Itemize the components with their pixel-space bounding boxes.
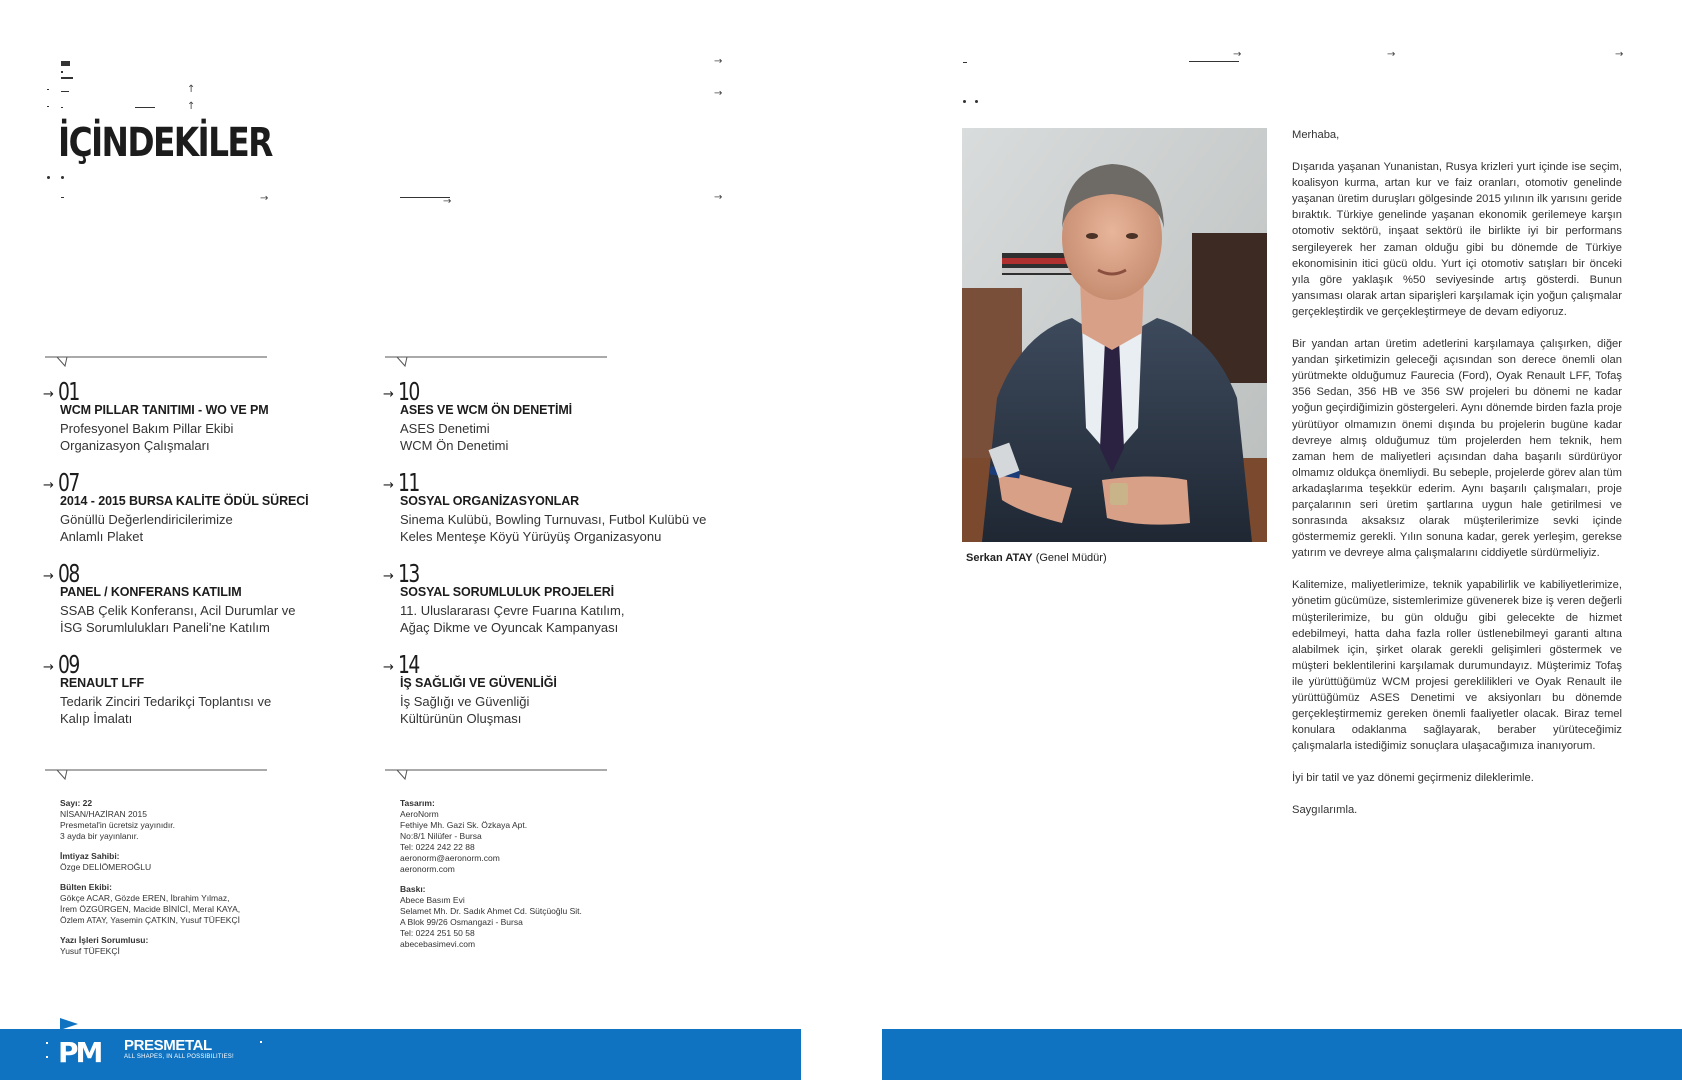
toc-heading: ASES VE WCM ÖN DENETİMİ — [400, 403, 573, 417]
toc-page-number: 10 — [398, 377, 419, 406]
toc-description-line: Tedarik Zinciri Tedarikçi Toplantısı ve — [60, 694, 272, 709]
section-divider — [385, 353, 610, 373]
letter-paragraph: Dışarıda yaşanan Yunanistan, Rusya krizleri yurt içinde ise seçim, koalisyon kurma, artan kur ve faiz oranları, otomotiv genelinde yaşanan üretim duruşları gölgesinde 2015 yılının ilk yarısını geride bıraktık. Türkiye genelinde yaşanan ekonomik gerilemeye karşın otomotiv sektörü, inşaat sektörü ile birlikte iyi bir performans sergileyerek her zaman olduğu gibi bu dönemde de Türkiye ekonomisinin itici gücü oldu. Yurt içi otomotiv satışları bir önceki yıla göre yaklaşık %50 seviyesinde artış gösterdi. Bunun yansıması olarak artan siparişleri karşılamak için yoğun çalışmalar gerçekleştirdik ve gerçekleştirmeye de devam ediyoruz. — [1292, 161, 1622, 318]
portrait-caption — [966, 552, 1107, 564]
arrow-icon: → — [714, 56, 723, 67]
credit-block — [400, 798, 660, 875]
presmetal-logo-icon: PM — [58, 1036, 101, 1069]
toc-description-line: Anlamlı Plaket — [60, 529, 144, 544]
arrow-icon: → — [714, 88, 723, 99]
toc-description-line: Keles Menteşe Köyü Yürüyüş Organizasyonu — [400, 529, 662, 544]
arrow-icon: → — [1233, 49, 1242, 60]
credit-block — [60, 798, 320, 842]
section-divider — [45, 353, 270, 373]
credit-line: Gökçe ACAR, Gözde EREN, İbrahim Yılmaz, — [60, 893, 230, 903]
toc-column-right — [383, 377, 718, 747]
decor-mark — [61, 197, 64, 198]
arrow-icon: → — [383, 387, 394, 402]
credit-line: Fethiye Mh. Gazi Sk. Özkaya Apt. — [400, 820, 528, 830]
toc-description-line: İş Sağlığı ve Güvenliği — [400, 694, 530, 709]
toc-heading: SOSYAL SORUMLULUK PROJELERİ — [400, 585, 614, 599]
arrow-icon: → — [383, 660, 394, 675]
toc-column-left — [43, 377, 378, 747]
credit-line: A Blok 99/26 Osmangazi - Bursa — [400, 917, 523, 927]
credit-line: aeronorm.com — [400, 864, 455, 874]
toc-page-number: 14 — [398, 650, 419, 679]
brand-name: PRESMETAL — [124, 1037, 212, 1054]
arrow-icon: → — [260, 193, 269, 204]
toc-heading: WCM PILLAR TANITIMI - WO VE PM — [60, 403, 269, 417]
masthead-credits-right — [400, 798, 660, 959]
decor-mark — [47, 176, 50, 179]
masthead-credits-left — [60, 798, 320, 966]
toc-description-line: Profesyonel Bakım Pillar Ekibi — [60, 421, 234, 436]
toc-item[interactable] — [43, 650, 378, 747]
toc-description-line: Organizasyon Çalışmaları — [60, 438, 210, 453]
decor-mark — [61, 176, 64, 179]
arrow-icon: → — [1615, 49, 1624, 60]
letter-greeting: Merhaba, — [1292, 129, 1340, 141]
credit-label: Yazı İşleri Sorumlusu: — [60, 935, 149, 945]
arrow-icon: → — [443, 196, 452, 207]
decor-mark — [975, 100, 978, 103]
toc-description — [60, 693, 380, 727]
toc-item[interactable] — [383, 377, 718, 474]
section-divider — [45, 766, 270, 786]
arrow-icon: → — [1387, 49, 1396, 60]
arrow-icon: → — [43, 660, 54, 675]
toc-page-number: 09 — [58, 650, 79, 679]
decor-mark — [963, 100, 966, 103]
credit-block — [60, 935, 320, 957]
credit-line: Tel: 0224 242 22 88 — [400, 842, 475, 852]
decor-mark — [61, 77, 73, 79]
arrow-icon: → — [43, 478, 54, 493]
toc-heading: İŞ SAĞLIĞI VE GÜVENLİĞİ — [400, 676, 557, 690]
toc-description — [400, 511, 720, 545]
decor-mark — [61, 91, 69, 92]
credit-line: Presmetal'in ücretsiz yayınıdır. — [60, 820, 175, 830]
credit-label: Sayı: 22 — [60, 798, 93, 808]
page-title: İÇİNDEKİLER — [58, 120, 272, 166]
arrow-icon: → — [383, 569, 394, 584]
toc-item[interactable] — [383, 468, 718, 565]
credit-line: İrem ÖZGÜRGEN, Macide BİNİCİ, Meral KAYA, — [60, 904, 241, 914]
letter-closing: Saygılarımla. — [1292, 804, 1358, 817]
credit-label: Baskı: — [400, 884, 426, 894]
credit-label: Tasarım: — [400, 798, 435, 808]
toc-description — [60, 511, 380, 545]
credit-line: 3 ayda bir yayınlanır. — [60, 831, 139, 841]
toc-description-line: WCM Ön Denetimi — [400, 438, 509, 453]
editorial-letter — [1292, 127, 1622, 835]
toc-page-number: 08 — [58, 559, 79, 588]
toc-description-line: Kalıp İmalatı — [60, 711, 133, 726]
toc-item[interactable] — [43, 377, 378, 474]
toc-page-number: 01 — [58, 377, 79, 406]
person-name: Serkan ATAY — [966, 552, 1033, 564]
person-role: (Genel Müdür) — [1035, 552, 1107, 564]
decor-mark — [61, 71, 63, 73]
decor-mark — [260, 1041, 262, 1043]
arrow-icon: → — [43, 569, 54, 584]
credit-line: Özlem ATAY, Yasemin ÇATKIN, Yusuf TÜFEKÇİ — [60, 915, 240, 925]
toc-description-line: 11. Uluslararası Çevre Fuarına Katılım, — [400, 603, 625, 618]
toc-description — [400, 420, 720, 454]
section-divider — [385, 766, 610, 786]
credit-block — [60, 851, 320, 873]
toc-description-line: Gönüllü Değerlendiricilerimize — [60, 512, 233, 527]
toc-page-number: 13 — [398, 559, 419, 588]
credit-line: Özge DELİÖMEROĞLU — [60, 862, 152, 872]
credit-line: aeronorm@aeronorm.com — [400, 853, 500, 863]
arrow-icon: ↑ — [187, 101, 196, 112]
credit-line: No:8/1 Nilüfer - Bursa — [400, 831, 482, 841]
decor-mark — [47, 106, 49, 107]
decor-mark — [1189, 61, 1239, 62]
toc-description-line: Kültürünün Oluşması — [400, 711, 522, 726]
decor-mark — [135, 107, 155, 108]
letter-paragraph: İyi bir tatil ve yaz dönemi geçirmeniz dileklerimle. — [1292, 772, 1534, 785]
arrow-icon: → — [43, 387, 54, 402]
credit-line: Abece Basım Evi — [400, 895, 465, 905]
toc-item[interactable] — [383, 559, 718, 656]
toc-description — [60, 602, 380, 636]
letter-paragraph: Kalitemize, maliyetlerimize, teknik yapabilirlik ve kabiliyetlerimize, yönetim gücümüze, sistemlerimize güvenerek bize iş veren değerli müşterilerimize, bu gün olduğu gibi gelecekte de hizmet edebilmeyi, hatta daha fazla roller üstlenebilmeyi garanti altına alabilmek için, şirket olarak gerekli gelişimleri göstermek ve müşteri beklentilerini karşılamak durumundayız. Müşterimiz Tofaş ile yürüttüğümüz WCM projesi gereklilikleri ve Oyak Renault ile yürüttüğümüz ASES Denetimi ve aksiyonları bu dönemde gerçekleştirmemiz gereken önemli faaliyetler olacak. Biraz temel konulara odaklanma sağlayarak, beraber yürüteceğimiz çalışmalarla istediğimiz sonuçlara ulaşacağımıza inanıyorum. — [1292, 579, 1622, 753]
decor-mark — [963, 62, 967, 63]
toc-description-line: Ağaç Dikme ve Oyuncak Kampanyası — [400, 620, 619, 635]
toc-page-number: 11 — [398, 468, 419, 497]
decor-mark — [46, 1042, 48, 1044]
credit-line: Tel: 0224 251 50 58 — [400, 928, 475, 938]
toc-item[interactable] — [383, 650, 718, 747]
toc-heading: SOSYAL ORGANİZASYONLAR — [400, 494, 580, 508]
letter-paragraph: Bir yandan artan üretim adetlerini karşılamaya çalışırken, diğer yandan şirketimizin geleceği açısından son derece önemli olan yürütmekte olduğumuz Faurecia (Ford), Oyak Renault LFF, Tofaş 356 Sedan, 356 HB ve 356 SW projeleri bu dönemi ne kadar yoğun geçirdiğimizin göstergeleri. Aynı dönemde birden fazla proje yürütüyor olmamızın önemi dışında bu projelerin bugüne kadar devreye almış olduğumuz tüm projelerden hem teknik, hem zaman hem de maliyetleri açısından daha başarılı sürdürüyor olmamız oldukça önemliydi. Bu sebeple, projelerde görev alan tüm arkadaşlarıma teşekkür ederim. Aynı başarılı çalışmaları, proje parçalarının seri üretim şartlarına uygun hale getirilmesi ve sonrasında aksaksız olarak müşterilerimize sevki içinde göstermemiz gerekli. Yılın sonuna kadar, gerek yerleşim, gerekse yatırım ve devreye alma çalışmalarını ciddiyetle sürdürmeliyiz. — [1292, 338, 1622, 560]
decor-mark — [46, 1056, 48, 1058]
credit-line: NİSAN/HAZİRAN 2015 — [60, 809, 147, 819]
credit-block — [60, 882, 320, 926]
toc-heading: 2014 - 2015 BURSA KALİTE ÖDÜL SÜRECİ — [60, 494, 309, 508]
toc-description-line: ASES Denetimi — [400, 421, 490, 436]
decor-mark — [61, 61, 70, 66]
toc-description — [60, 420, 380, 454]
toc-item[interactable] — [43, 468, 378, 565]
decor-mark — [47, 89, 49, 90]
toc-item[interactable] — [43, 559, 378, 656]
credit-line: AeroNorm — [400, 809, 439, 819]
contents-page — [0, 0, 800, 1080]
toc-heading: RENAULT LFF — [60, 676, 145, 690]
footer-bar-left — [0, 1029, 801, 1080]
arrow-icon: ↑ — [187, 84, 196, 95]
credit-line: abecebasimevi.com — [400, 939, 476, 949]
brand-tagline: ALL SHAPES, IN ALL POSSIBILITIES! — [124, 1054, 234, 1060]
toc-page-number: 07 — [58, 468, 79, 497]
toc-description — [400, 693, 720, 727]
arrow-icon: → — [383, 478, 394, 493]
toc-description — [400, 602, 720, 636]
toc-description-line: İSG Sorumlulukları Paneli'ne Katılım — [60, 620, 270, 635]
credit-block — [400, 884, 660, 950]
portrait-photo — [962, 128, 1267, 542]
credit-label: Bülten Ekibi: — [60, 882, 112, 892]
toc-description-line: SSAB Çelik Konferansı, Acil Durumlar ve — [60, 603, 296, 618]
toc-description-line: Sinema Kulübü, Bowling Turnuvası, Futbol Kulübü ve — [400, 512, 707, 527]
credit-line: Yusuf TÜFEKÇİ — [60, 946, 120, 956]
credit-label: İmtiyaz Sahibi: — [60, 851, 120, 861]
arrow-icon: → — [714, 192, 723, 203]
toc-heading: PANEL / KONFERANS KATILIM — [60, 585, 242, 599]
decor-mark — [61, 107, 63, 108]
credit-line: Selamet Mh. Dr. Sadık Ahmet Cd. Sütçüoğlu Sit. — [400, 906, 582, 916]
